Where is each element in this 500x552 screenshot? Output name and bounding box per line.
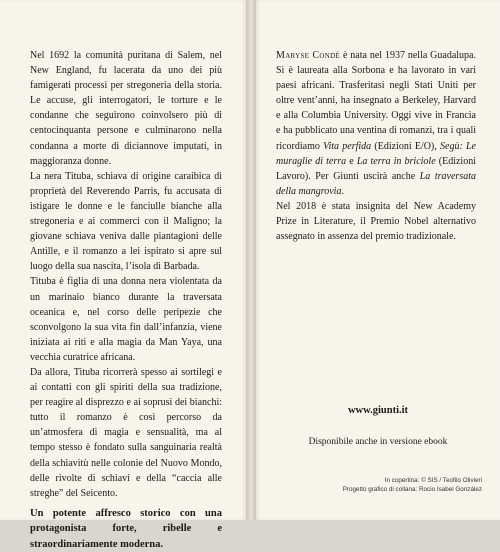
page-gutter <box>246 0 256 520</box>
conjunction-text: e <box>346 155 357 167</box>
bio-text-1: è nata nel 1937 nella Guadalupa. Si è laureata alla Sorbona e ha lavorato in vari paesi africani. Trasferitasi negli Stati Uniti per oltre vent’anni, ha insegnato a Berkeley, Harvard e alla Columbia University. Oggi vive in Francia e ha pubblicato una ventina di romanzi, tra i quali ricordiamo <box>276 50 476 152</box>
synopsis-text <box>30 48 222 552</box>
book-title-vita-perfida: Vita perfida <box>323 140 372 152</box>
credits <box>343 476 482 494</box>
author-bio-paragraph-2: Nel 2018 è stata insignita del New Academy Prize in Literature, il Premio Nobel alternativo assegnato in assenza del premio tradizionale. <box>276 200 476 243</box>
synopsis-paragraph-3: Tituba è figlia di una donna nera violentata da un marinaio bianco durante la traversata oceanica e, nel corso delle peripezie che sconvolgono la sua vita fin dall’infanzia, viene iniziata ai riti e alla magia da Man Yaya, una vecchia curatrice africana. <box>30 276 222 363</box>
publisher-eo: (Edizioni E/O), <box>371 140 440 152</box>
book-title-segu: Segù: Le muraglie di terra <box>276 140 476 167</box>
author-bio <box>276 48 476 244</box>
design-credit: Progetto grafico di collana: Rocio Isabel González <box>342 486 482 493</box>
ebook-note: Disponibile anche in versione ebook <box>308 437 448 447</box>
bio-text-end: . <box>341 185 344 197</box>
synopsis-paragraph-1: Nel 1692 la comunità puritana di Salem, nel New England, fu lacerata da uno dei più famigerati processi per stregoneria della storia. Le accuse, gli interrogatori, le torture e le condanne che seguirono coinvolsero più di centocinquanta persone e culminarono nella condanna a morte di diciannove imputati, in maggioranza donne. <box>30 50 222 167</box>
publisher-website[interactable]: www.giunti.it <box>347 405 409 416</box>
synopsis-paragraph-2: La nera Tituba, schiava di origine caraibica di proprietà del Reverendo Parris, fu accusata di istigare le donne e le fanciulle bianche alla stregoneria e ai commerci con il Maligno; la giovane schiava veniva dalle piantagioni delle Antille, e il romanzo a lei ispirato si apre sul luogo della sua nascita, l’isola di Barbada. <box>30 170 222 273</box>
left-flap <box>0 0 246 550</box>
book-title-traversata: La traversata della mangrovia <box>276 170 476 197</box>
right-flap <box>256 0 500 520</box>
cover-credit: In copertina: © SIS / Teofilo Olivieri <box>384 477 482 484</box>
author-name: Maryse Condé <box>276 50 341 61</box>
author-bio-paragraph-1 <box>276 48 476 199</box>
book-title-terra-briciole: La terra in briciole <box>356 155 436 167</box>
synopsis-paragraph-4: Da allora, Tituba ricorrerà spesso ai sortilegi e ai contatti con gli spiriti della sua tradizione, per reagire al disprezzo e ai soprusi dei bianchi: tutto il romanzo è così percorso da un’atmosfera di magia e sensualità, ma al tempo stesso è fondato sulla sanguinaria realtà della schiavitù nelle colonie del Nuovo Mondo, delle rivolte di schiavi e della “caccia alle streghe” del Seicento. <box>30 366 222 499</box>
publisher-lavoro: (Edizioni Lavoro). Per Giunti uscirà anche <box>276 155 476 182</box>
closing-blurb: Un potente affresco storico con una protagonista forte, ribelle e straordinariamente moderna. <box>30 507 222 550</box>
